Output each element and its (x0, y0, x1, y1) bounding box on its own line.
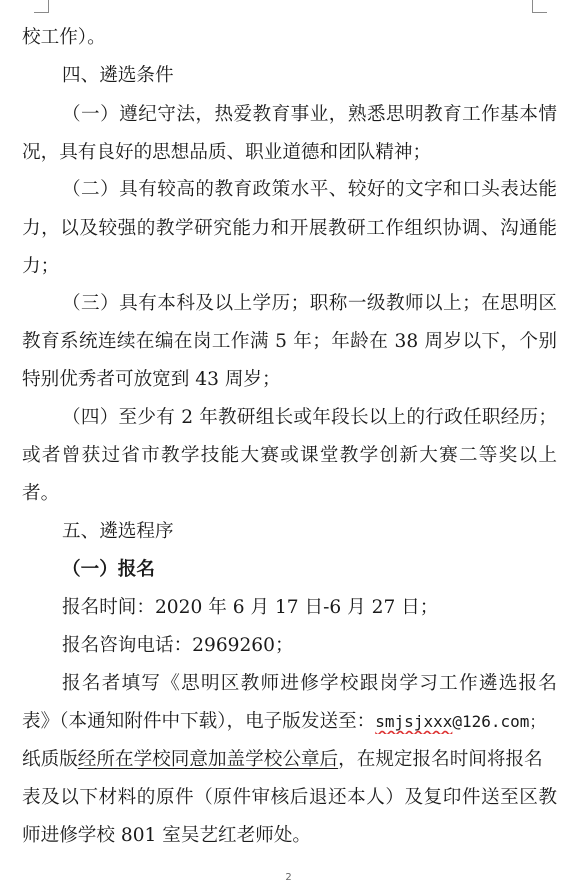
text-line-21: 表及以下材料的原件（原件审核后退还本人）及复印件送至区教 (22, 787, 557, 808)
text-line-12: 或者曾获过省市教学技能大赛或课堂教学创新大赛二等奖以上 (22, 445, 557, 466)
text-line-19 (22, 710, 557, 734)
email-user: smjsjxxx (375, 712, 453, 731)
text-line-10: 特别优秀者可放宽到 43 周岁； (22, 369, 281, 390)
registration-phone: 报名咨询电话：2969260； (62, 635, 294, 656)
section-heading-4: 四、遴选条件 (62, 65, 174, 86)
text-segment-underlined: 经所在学校同意加盖学校公章后 (77, 749, 339, 770)
text-line-18: 报名者填写《思明区教师进修学校跟岗学习工作遴选报名 (62, 673, 557, 694)
text-line-4: 况，具有良好的思想品质、职业道德和团队精神； (22, 142, 432, 163)
page-number: 2 (285, 872, 292, 883)
text-line-5: （二）具有较高的教育政策水平、较好的文字和口头表达能 (62, 179, 557, 200)
email-domain: @126.com； (452, 712, 546, 731)
text-segment-a: 纸质版 (22, 749, 78, 770)
crop-mark-top-right (532, 0, 547, 13)
crop-mark-top-left (34, 0, 49, 13)
text-line-1: 校工作）。 (22, 27, 106, 48)
subsection-heading-registration: （一）报名 (62, 559, 155, 580)
text-segment-b: ，在规定报名时间将报名 (338, 749, 543, 770)
text-line-22: 师进修学校 801 室吴艺红老师处。 (22, 825, 312, 846)
section-heading-5: 五、遴选程序 (62, 521, 174, 542)
registration-time: 报名时间：2020 年 6 月 17 日-6 月 27 日； (62, 597, 439, 618)
text-line-13: 者。 (22, 483, 60, 504)
email-prefix-text: 表》（本通知附件中下载），电子版发送至： (22, 711, 376, 732)
text-line-8: （三）具有本科及以上学历；职称一级教师以上；在思明区 (62, 293, 557, 314)
text-line-7: 力； (22, 256, 60, 277)
text-line-3: （一）遵纪守法，热爱教育事业，熟悉思明教育工作基本情 (62, 104, 557, 125)
text-line-6: 力，以及较强的教学研究能力和开展教研工作组织协调、沟通能 (22, 218, 557, 239)
text-line-20 (22, 748, 557, 772)
text-line-11: （四）至少有 2 年教研组长或年段长以上的行政任职经历； (62, 407, 557, 428)
text-line-9: 教育系统连续在编在岗工作满 5 年；年龄在 38 周岁以下，个别 (22, 331, 557, 352)
